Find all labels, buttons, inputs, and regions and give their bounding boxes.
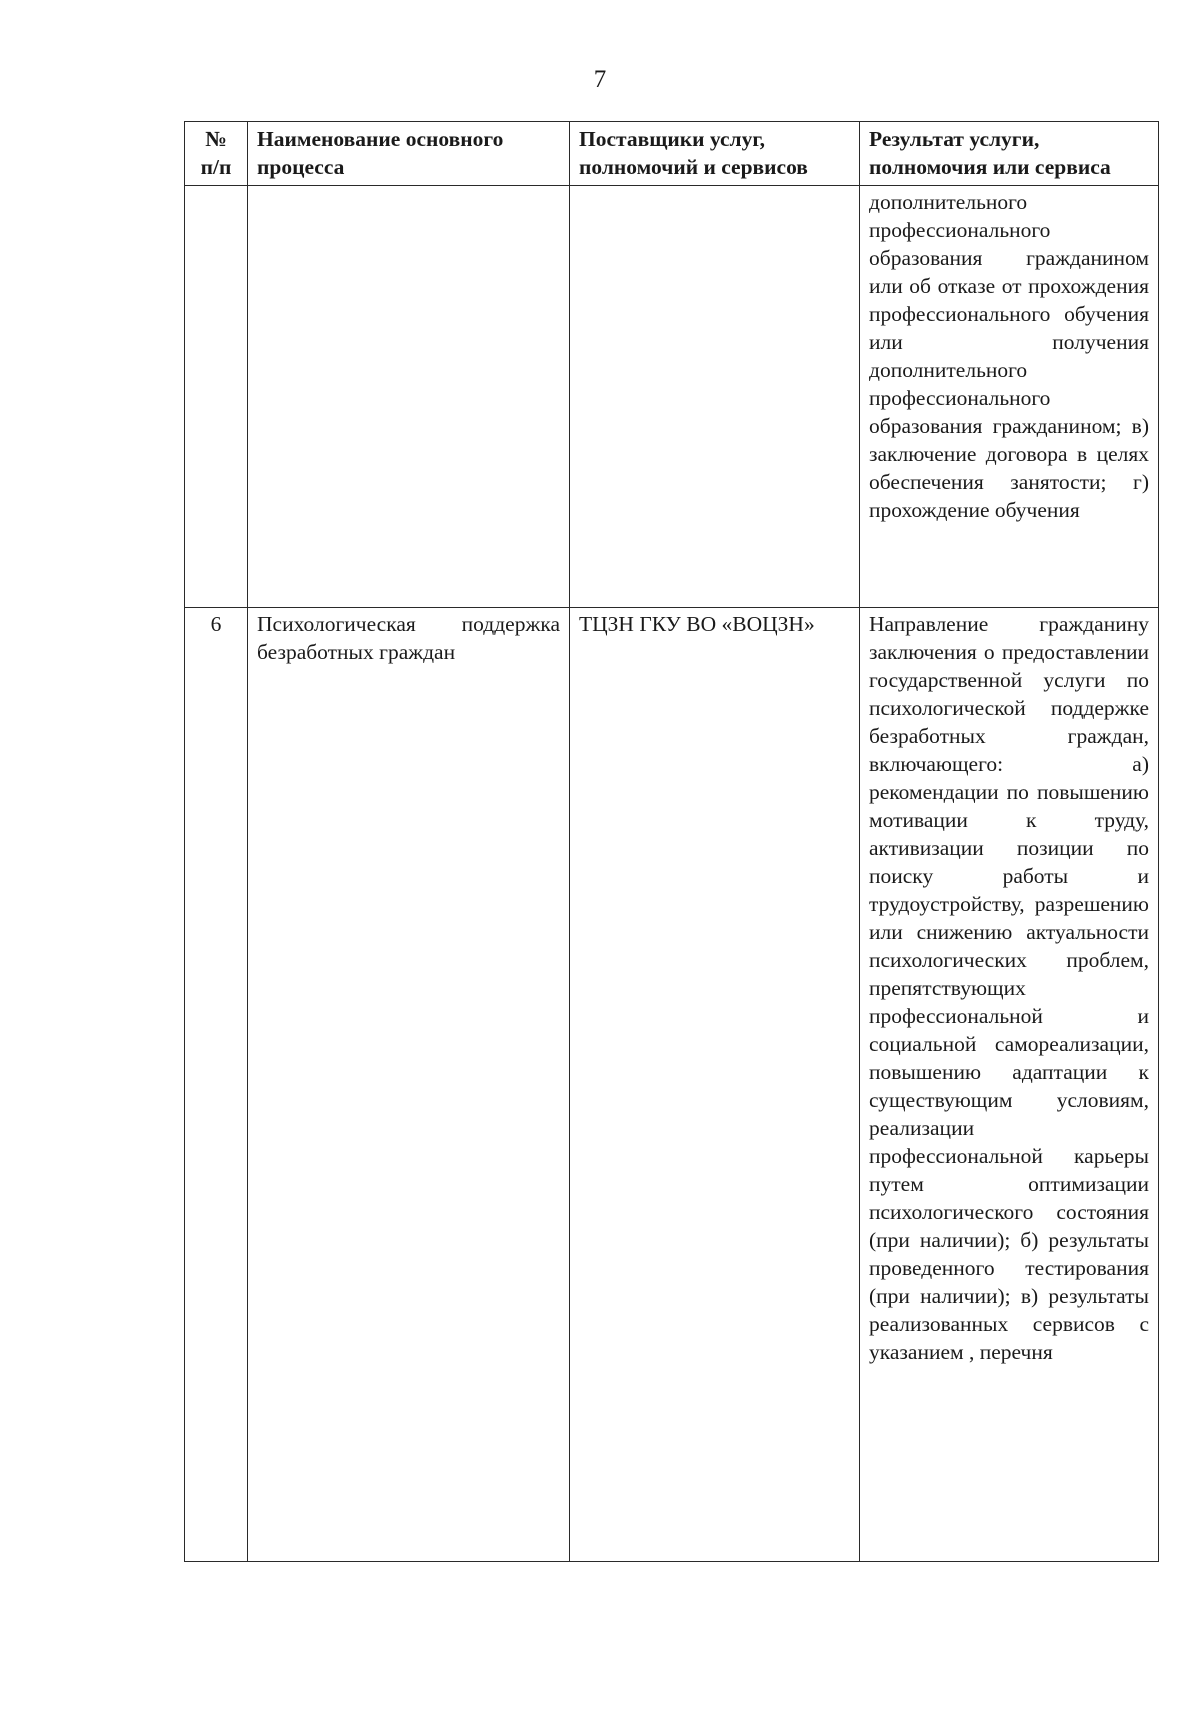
header-process: Наименование основного процесса	[248, 122, 570, 186]
row-provider: ТЦЗН ГКУ ВО «ВОЦЗН»	[570, 608, 860, 1562]
row-number: 6	[185, 608, 248, 1562]
header-number-abbr: п/п	[200, 155, 232, 179]
services-table	[184, 121, 1159, 1562]
table-header-row	[185, 122, 1159, 186]
row-number	[185, 186, 248, 608]
table-row	[185, 186, 1159, 608]
header-providers: Поставщики услуг, полномочий и сервисов	[570, 122, 860, 186]
header-number	[185, 122, 248, 186]
row-process	[248, 186, 570, 608]
row-result: дополнительного профессионального образования гражданином или об отказе от прохождения профессионального обучения или получения дополнительного профессионального образования гражданином; в) заключение договора в целях обеспечения занятости; г) прохождение обучения	[860, 186, 1159, 608]
row-result: Направление гражданину заключения о предоставлении государственной услуги по психологической поддержке безработных граждан, включающего: а) рекомендации по повышению мотивации к труду, активизации позиции по поиску работы и трудоустройству, разрешению или снижению актуальности психологических проблем, препятствующих профессиональной и социальной самореализации, повышению адаптации к существующим условиям, реализации профессиональной карьеры путем оптимизации психологического состояния (при наличии); б) результаты проведенного тестирования (при наличии); в) результаты реализованных сервисов с указанием , перечня	[860, 608, 1159, 1562]
header-result: Результат услуги, полномочия или сервиса	[860, 122, 1159, 186]
header-number-symbol: №	[205, 127, 227, 151]
row-process: Психологическая поддержка безработных граждан	[248, 608, 570, 1562]
page-number: 7	[593, 66, 607, 93]
row-provider	[570, 186, 860, 608]
table-row	[185, 608, 1159, 1562]
